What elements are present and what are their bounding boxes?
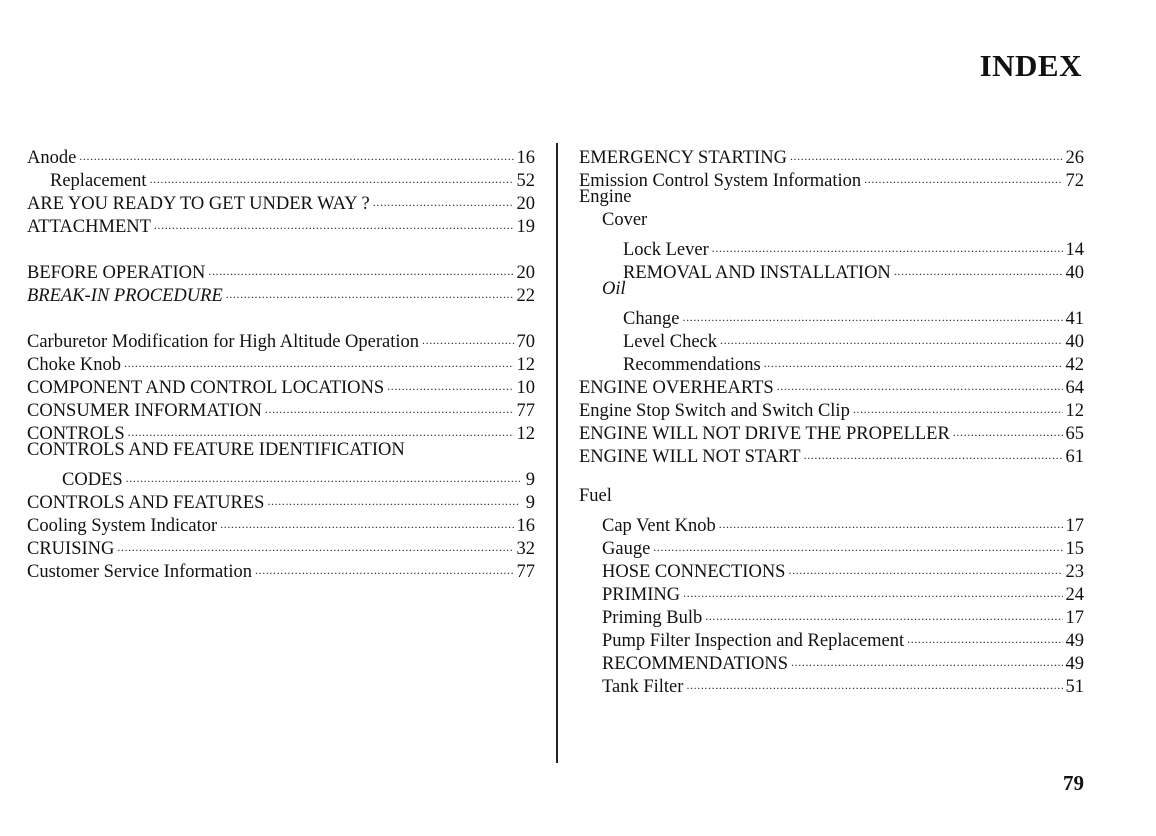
index-page-number: 52 [516,171,535,191]
index-page-number: 40 [1065,263,1084,283]
dot-leader [422,324,513,347]
dot-leader [719,508,1063,531]
dot-leader [712,232,1063,255]
page-number: 79 [1063,771,1084,795]
index-entry-text: EMERGENCY STARTING [579,148,787,168]
index-entry-text: CONTROLS AND FEATURES [27,493,265,513]
index-entry-text: ENGINE WILL NOT START [579,447,801,467]
index-page-number: 10 [516,378,535,398]
dot-leader [720,324,1063,347]
index-entry-text: CODES [62,470,123,490]
index-entry [27,163,535,191]
index-entry-text: Priming Bulb [602,608,703,628]
index-entry-text: BREAK-IN PROCEDURE [27,286,223,306]
index-page-number: 41 [1065,309,1084,329]
index-page-number: 51 [1065,677,1084,697]
dot-leader [154,209,514,232]
dot-leader [373,186,514,209]
dot-leader [686,669,1062,692]
dot-leader [124,347,513,370]
index-entry-text: Cooling System Indicator [27,516,218,536]
dot-leader [705,600,1062,623]
index-entry-text: ATTACHMENT [27,217,151,237]
index-entry-text: Oil [602,279,626,299]
dot-leader [208,255,513,278]
dot-leader [864,163,1062,186]
index-page-number: 70 [516,332,535,352]
index-entry-text: Fuel [579,486,612,506]
dot-leader [653,531,1062,554]
index-entry-text: Engine [579,187,632,207]
index-page-number: 9 [525,493,535,513]
index-page-number: 49 [1065,631,1084,651]
index-entry-text: PRIMING [602,585,681,605]
dot-leader [220,508,513,531]
index-entry [579,209,1084,232]
index-page-number: 20 [516,194,535,214]
index-page-number: 16 [516,148,535,168]
dot-leader [791,646,1062,669]
index-page-number: 9 [525,470,535,490]
index-left-column [27,140,535,582]
index-right-column [579,140,1084,697]
index-entry-text: Emission Control System Information [579,171,862,191]
index-entry [579,508,1084,536]
index-entry-text: CRUISING [27,539,115,559]
dot-leader [764,347,1063,370]
index-page-number: 12 [516,424,535,444]
dot-leader [255,554,513,577]
index-entry-text: Anode [27,148,77,168]
index-page-number: 26 [1065,148,1084,168]
index-page-number: 77 [516,562,535,582]
index-page-number: 17 [1065,516,1084,536]
index-entry-text: Choke Knob [27,355,122,375]
index-page-number: 24 [1065,585,1084,605]
dot-leader [117,531,513,554]
dot-leader [226,278,514,301]
index-entry-text: Change [623,309,680,329]
index-entry-text: HOSE CONNECTIONS [602,562,786,582]
index-entry-text: Engine Stop Switch and Switch Clip [579,401,850,421]
index-entry [27,324,535,352]
index-page-number: 32 [516,539,535,559]
index-entry-text: Pump Filter Inspection and Replacement [602,631,905,651]
index-page-number: 22 [516,286,535,306]
dot-leader [683,301,1063,324]
index-entry [579,531,1084,559]
index-entry-text: REMOVAL AND INSTALLATION [623,263,891,283]
index-entry [579,485,1084,508]
index-entry [579,140,1084,168]
index-page-number: 64 [1065,378,1084,398]
index-page-number: 42 [1065,355,1084,375]
index-page-number: 23 [1065,562,1084,582]
index-entry-text: ENGINE WILL NOT DRIVE THE PROPELLER [579,424,950,444]
index-entry-text: Tank Filter [602,677,684,697]
index-entry-text: Gauge [602,539,651,559]
index-entry [579,301,1084,329]
dot-leader [790,140,1063,163]
index-entry [27,140,535,168]
index-entry [579,232,1084,260]
page-title: INDEX [979,48,1082,83]
index-entry [27,462,535,490]
index-page-number: 77 [516,401,535,421]
index-entry-text: CONTROLS [27,424,125,444]
index-page-number: 15 [1065,539,1084,559]
index-entry-text: ENGINE OVERHEARTS [579,378,774,398]
index-entry-text: Recommendations [623,355,761,375]
index-entry-text: ARE YOU READY TO GET UNDER WAY ? [27,194,370,214]
index-page-number: 16 [516,516,535,536]
index-entry-text: Level Check [623,332,717,352]
index-entry-text: Lock Lever [623,240,709,260]
dot-leader [128,416,514,439]
index-entry-text: CONTROLS AND FEATURE IDENTIFICATION [27,440,405,460]
dot-leader [788,554,1062,577]
index-entry [579,554,1084,582]
index-page-number: 49 [1065,654,1084,674]
dot-leader [953,416,1063,439]
index-page-number: 12 [1065,401,1084,421]
index-entry-text: Cap Vent Knob [602,516,716,536]
index-page-number: 61 [1065,447,1084,467]
dot-leader [683,577,1062,600]
index-entry-text: BEFORE OPERATION [27,263,206,283]
index-page-number: 40 [1065,332,1084,352]
dot-leader [804,439,1063,462]
index-page-number: 20 [516,263,535,283]
index-page-number: 19 [516,217,535,237]
dot-leader [907,623,1062,646]
dot-leader [126,462,520,485]
dot-leader [853,393,1063,416]
dot-leader [387,370,513,393]
dot-leader [777,370,1063,393]
dot-leader [79,140,513,163]
index-entry-text: Replacement [50,171,147,191]
index-page-number: 65 [1065,424,1084,444]
index-entry-text: Customer Service Information [27,562,253,582]
index-entry-text: COMPONENT AND CONTROL LOCATIONS [27,378,385,398]
index-page-number: 14 [1065,240,1084,260]
index-entry [27,439,535,462]
index-entry-text: Carburetor Modification for High Altitude Operation [27,332,420,352]
index-entry-text: RECOMMENDATIONS [602,654,789,674]
column-divider [556,143,558,763]
index-entry-text: CONSUMER INFORMATION [27,401,262,421]
dot-leader [267,485,520,508]
dot-leader [894,255,1063,278]
index-page-number: 72 [1065,171,1084,191]
index-entry-text: Cover [602,210,648,230]
dot-leader [150,163,514,186]
dot-leader [265,393,514,416]
index-entry [27,255,535,283]
index-page-number: 17 [1065,608,1084,628]
index-page-number: 12 [516,355,535,375]
